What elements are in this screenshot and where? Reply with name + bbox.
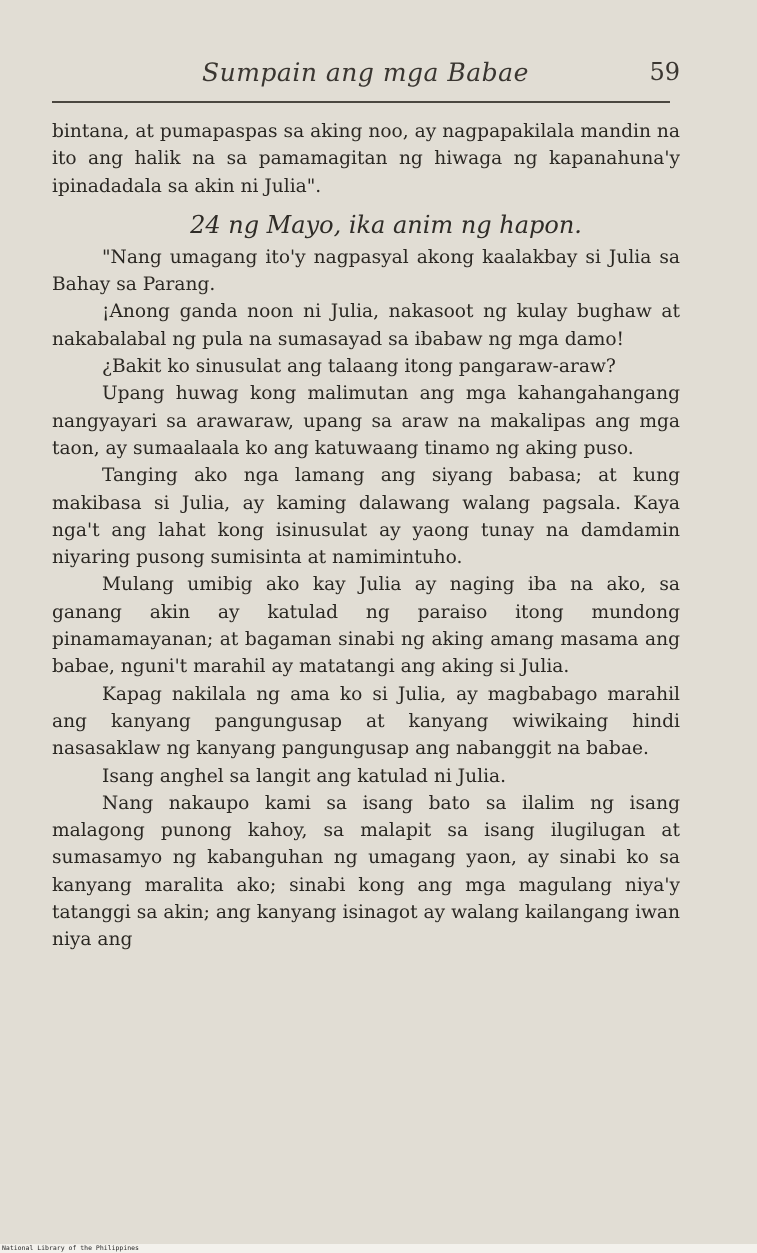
page-header [52, 58, 680, 96]
page-number: 59 [649, 58, 680, 86]
paragraph: Isang anghel sa langit ang katulad ni Julia. [102, 765, 507, 787]
paragraph: Upang huwag kong malimutan ang mga kahangahangang nangyayari sa arawaraw, upang sa araw na makalipas ang mga taon, ay sumaalaala ko ang katuwaang tinamo ng aking puso. [52, 383, 680, 459]
paragraph-continued: bintana, at pumapaspas sa aking noo, ay nagpapakilala mandin na ito ang halik na sa pamamagitan ng hiwaga ng kapanahuna'y ipinadadala sa akin ni Julia". [52, 121, 680, 197]
paragraph: Tanging ako nga lamang ang siyang babasa; at kung makibasa si Julia, ay kaming dalawang walang pagsala. Kaya nga't ang lahat kong isinusulat ay yaong tunay na damdamin niyaring pusong sumisinta at namimintuho. [52, 465, 680, 569]
header-rule [52, 101, 670, 103]
paragraph: "Nang umagang ito'y nagpasyal akong kaalakbay si Julia sa Bahay sa Parang. [52, 246, 680, 296]
paragraph: Mulang umibig ako kay Julia ay naging iba na ako, sa ganang akin ay katulad ng paraiso itong mundong pinamamayanan; at bagaman sinabi ng aking amang masama ang babae, nguni't marahil ay matatangi ang aking si Julia. [52, 574, 680, 678]
paragraph: ¿Bakit ko sinusulat ang talaang itong pangaraw-araw? [102, 356, 616, 378]
paragraph: Nang nakaupo kami sa isang bato sa ilalim ng isang malagong punong kahoy, sa malapit sa isang ilugilugan at sumasamyo ng kabanguhan ng umagang yaon, ay sinabi ko sa kanyang maralita ako; sinabi kong ang mga magulang niya'y tatanggi sa akin; ang kanyang isinagot ay walang kailangang iwan niya ang [52, 792, 680, 951]
scan-credit: National Library of the Philippines [0, 1244, 757, 1253]
running-title: Sumpain ang mga Babae [202, 58, 529, 87]
paragraph: Kapag nakilala ng ama ko si Julia, ay magbabago marahil ang kanyang pangungusap at kanyang wiwikaing hindi nasasaklaw ng kanyang pangungusap ang nabanggit na babae. [52, 683, 680, 760]
paragraph: ¡Anong ganda noon ni Julia, nakasoot ng kulay bughaw at nakabalabal ng pula na sumasayad sa ibabaw ng mga damo! [52, 301, 680, 350]
page-body [52, 118, 680, 954]
diary-date-heading: 24 ng Mayo, ika anim ng hapon. [190, 210, 582, 239]
